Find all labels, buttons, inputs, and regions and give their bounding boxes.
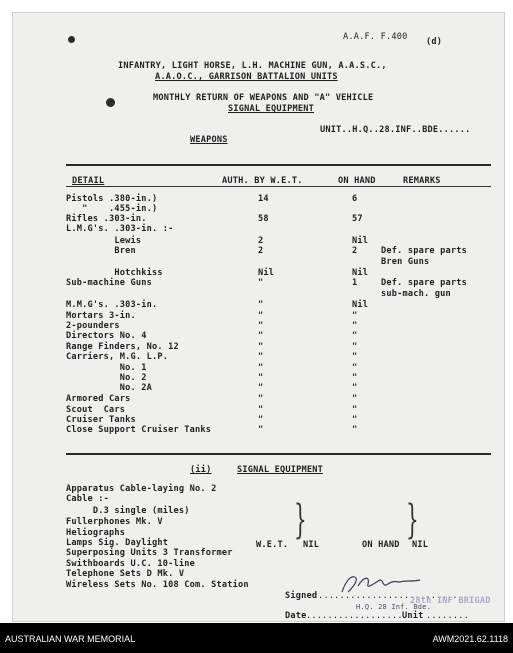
- row-remarks: Def. spare parts: [381, 246, 467, 256]
- row-on-hand: Nil: [352, 300, 369, 310]
- date-dots: ..................: [306, 611, 403, 621]
- row-on-hand: Nil: [352, 236, 369, 246]
- signal-hand-label: ON HAND: [362, 540, 400, 550]
- signal-auth-label: W.E.T.: [256, 540, 289, 550]
- signal-heading: SIGNAL EQUIPMENT: [237, 465, 323, 475]
- row-detail: L.M.G's. .303-in. :-: [66, 224, 174, 234]
- date-label: Date: [285, 611, 307, 621]
- punch-hole-top: [68, 36, 75, 43]
- table-bottom-rule: [66, 453, 491, 455]
- row-on-hand: ": [352, 425, 358, 435]
- row-detail: Bren: [66, 246, 136, 256]
- row-detail: Armored Cars: [66, 394, 131, 404]
- signal-heading-number: (ii): [190, 465, 212, 475]
- subtitle-line-1: MONTHLY RETURN OF WEAPONS AND "A" VEHICLE: [153, 93, 374, 103]
- row-remarks: Def. spare parts: [381, 278, 467, 288]
- row-detail: Mortars 3-in.: [66, 311, 136, 321]
- col-auth: AUTH. BY W.E.T.: [222, 176, 303, 186]
- row-on-hand: 2: [352, 246, 358, 256]
- col-detail: DETAIL: [72, 176, 105, 186]
- form-letter: (d): [426, 37, 443, 47]
- unit-line: UNIT..H.Q..28.INF..BDE......: [320, 125, 471, 135]
- row-on-hand: ": [352, 383, 358, 393]
- archive-footer-bar: [0, 623, 513, 653]
- row-auth: ": [258, 425, 264, 435]
- signal-item: Wireless Sets No. 108 Com. Station: [66, 580, 249, 590]
- signal-item: Superposing Units 3 Transformer: [66, 548, 233, 558]
- row-detail: Carriers, M.G. L.P.: [66, 352, 169, 362]
- row-on-hand: Nil: [352, 268, 369, 278]
- row-auth: 2: [258, 236, 264, 246]
- brace-right: }: [406, 497, 419, 543]
- signed-label: Signed: [285, 591, 318, 601]
- row-auth: ": [258, 342, 264, 352]
- row-on-hand: ": [352, 352, 358, 362]
- row-remarks: sub-mach. gun: [381, 289, 451, 299]
- row-detail: Close Support Cruiser Tanks: [66, 425, 212, 435]
- row-on-hand: ": [352, 405, 358, 415]
- row-on-hand: 57: [352, 214, 363, 224]
- row-on-hand: ": [352, 415, 358, 425]
- col-on-hand: ON HAND: [338, 176, 376, 186]
- row-detail: " .455-in.): [66, 204, 158, 214]
- row-auth: ": [258, 373, 264, 383]
- row-auth: ": [258, 394, 264, 404]
- row-auth: ": [258, 278, 264, 288]
- row-on-hand: ": [352, 363, 358, 373]
- signal-item: Fullerphones Mk. V: [66, 517, 163, 527]
- row-auth: ": [258, 383, 264, 393]
- signal-auth-value: NIL: [303, 540, 320, 550]
- unit-label: Unit: [402, 611, 424, 621]
- stamp-line: H.Q. 28 Inf. Bde.: [356, 603, 432, 611]
- form-number: A.A.F. F.400: [343, 32, 408, 42]
- subtitle-line-2: SIGNAL EQUIPMENT: [228, 104, 314, 114]
- title-line-1: INFANTRY, LIGHT HORSE, L.H. MACHINE GUN, A.A.S.C.,: [118, 61, 387, 71]
- brace-left: }: [294, 497, 307, 543]
- row-auth: 14: [258, 194, 269, 204]
- row-auth: ": [258, 363, 264, 373]
- row-on-hand: 1: [352, 278, 358, 288]
- row-detail: 2-pounders: [66, 321, 120, 331]
- row-detail: No. 1: [66, 363, 147, 373]
- signed-dots: ..........................: [318, 591, 458, 601]
- handwritten-signature: [336, 570, 426, 598]
- row-auth: ": [258, 415, 264, 425]
- row-auth: ": [258, 331, 264, 341]
- title-line-2: A.A.O.C., GARRISON BATTALION UNITS: [155, 72, 338, 82]
- row-auth: 58: [258, 214, 269, 224]
- row-detail: Sub-machine Guns: [66, 278, 152, 288]
- row-on-hand: ": [352, 394, 358, 404]
- signal-item: Lamps Sig. Daylight: [66, 538, 169, 548]
- row-auth: Nil: [258, 268, 275, 278]
- row-auth: ": [258, 311, 264, 321]
- signal-item: Cable :-: [66, 494, 109, 504]
- col-remarks: REMARKS: [403, 176, 441, 186]
- row-on-hand: ": [352, 321, 358, 331]
- table-top-rule: [66, 164, 491, 166]
- signal-item: Telephone Sets D Mk. V: [66, 569, 185, 579]
- row-on-hand: ": [352, 373, 358, 383]
- row-detail: Pistols .380-in.): [66, 194, 158, 204]
- row-on-hand: ": [352, 342, 358, 352]
- signal-item: Swithboards U.C. 10-line: [66, 559, 195, 569]
- signal-item: Heliographs: [66, 528, 126, 538]
- signal-item: D.3 single (miles): [66, 506, 190, 516]
- signal-item: Apparatus Cable-laying No. 2: [66, 484, 217, 494]
- row-detail: Range Finders, No. 12: [66, 342, 179, 352]
- row-remarks: Bren Guns: [381, 257, 430, 267]
- signal-hand-value: NIL: [412, 540, 429, 550]
- row-on-hand: 6: [352, 194, 358, 204]
- weapons-heading: WEAPONS: [190, 135, 228, 145]
- row-detail: Lewis: [66, 236, 142, 246]
- footer-left: AUSTRALIAN WAR MEMORIAL: [5, 634, 136, 644]
- row-detail: Rifles .303-in.: [66, 214, 147, 224]
- row-auth: ": [258, 300, 264, 310]
- unit-dots: ........: [426, 611, 469, 621]
- row-detail: Hotchkiss: [66, 268, 163, 278]
- row-detail: No. 2A: [66, 383, 152, 393]
- stamp-faint: 28th INF BRIGAD: [410, 596, 491, 606]
- punch-hole-bottom: [106, 98, 115, 107]
- row-auth: 2: [258, 246, 264, 256]
- header-underline: [66, 186, 491, 187]
- row-auth: ": [258, 405, 264, 415]
- row-detail: M.M.G's. .303-in.: [66, 300, 158, 310]
- row-detail: Cruiser Tanks: [66, 415, 136, 425]
- row-detail: No. 2: [66, 373, 147, 383]
- row-detail: Directors No. 4: [66, 331, 147, 341]
- row-auth: ": [258, 321, 264, 331]
- row-on-hand: ": [352, 311, 358, 321]
- row-on-hand: ": [352, 331, 358, 341]
- row-detail: Scout Cars: [66, 405, 126, 415]
- row-auth: ": [258, 352, 264, 362]
- footer-right: AWM2021.62.1118: [432, 634, 508, 644]
